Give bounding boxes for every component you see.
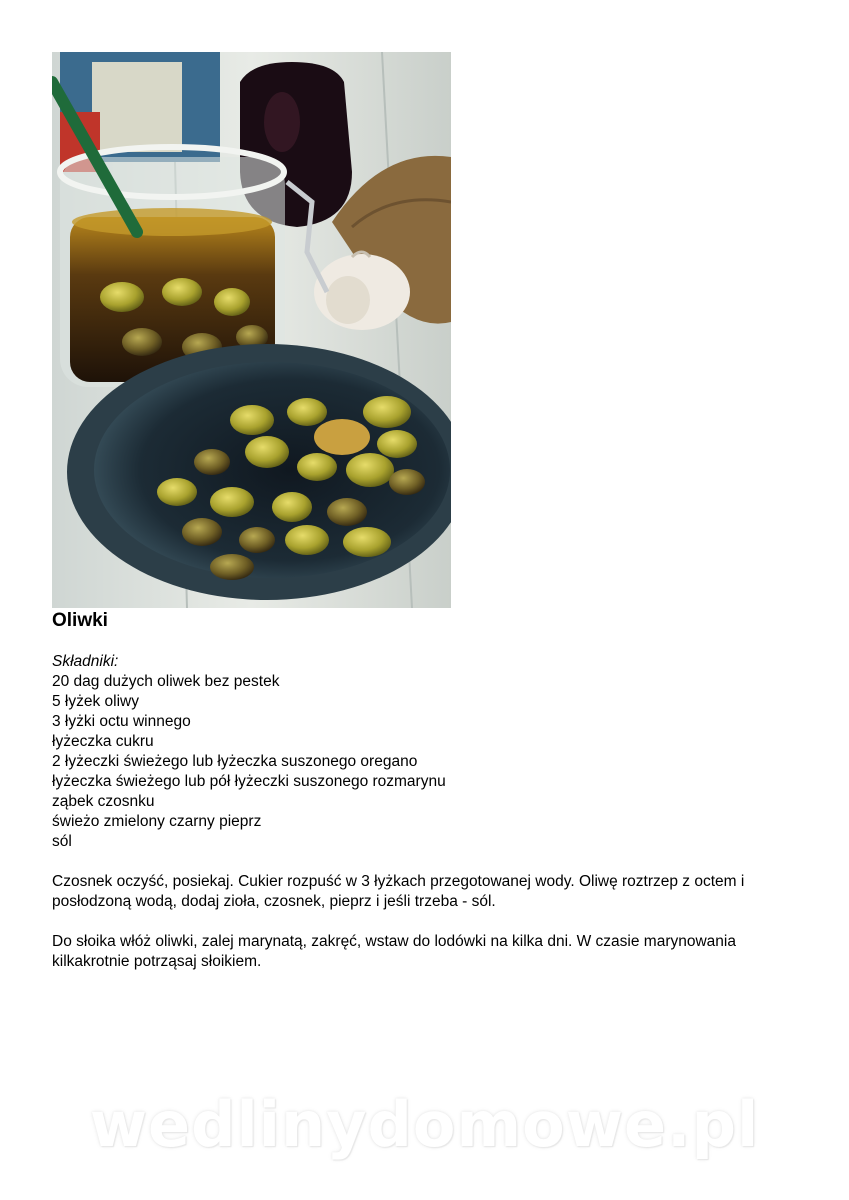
recipe-photo [52,52,451,608]
ingredient-item: łyżeczka świeżego lub pół łyżeczki suszonego rozmarynu [52,773,446,790]
ingredient-item: sól [52,833,72,850]
ingredient-item: 3 łyżki octu winnego [52,713,191,730]
instruction-step: Do słoika włóż oliwki, zalej marynatą, zakręć, wstaw do lodówki na kilka dni. W czasie marynowania kilkakrotnie potrząsaj słoikiem. [52,933,736,970]
ingredient-item: świeżo zmielony czarny pieprz [52,813,262,830]
ingredients-list [52,672,792,852]
recipe-title: Oliwki [52,610,108,631]
ingredient-item: ząbek czosnku [52,793,155,810]
olives-illustration [52,52,451,608]
ingredients-label: Składniki: [52,653,119,670]
ingredient-item: 20 dag dużych oliwek bez pestek [52,673,280,690]
recipe-content [52,652,792,972]
watermark: wedlinydomowe.pl [89,1088,760,1161]
instruction-step: Czosnek oczyść, posiekaj. Cukier rozpuść w 3 łyżkach przegotowanej wody. Oliwę roztrzep z octem i posłodzoną wodą, dodaj zioła, czosnek, pieprz i jeśli trzeba - sól. [52,873,745,910]
ingredient-item: 2 łyżeczki świeżego lub łyżeczka suszonego oregano [52,753,418,770]
ingredient-item: łyżeczka cukru [52,733,154,750]
ingredient-item: 5 łyżek oliwy [52,693,139,710]
